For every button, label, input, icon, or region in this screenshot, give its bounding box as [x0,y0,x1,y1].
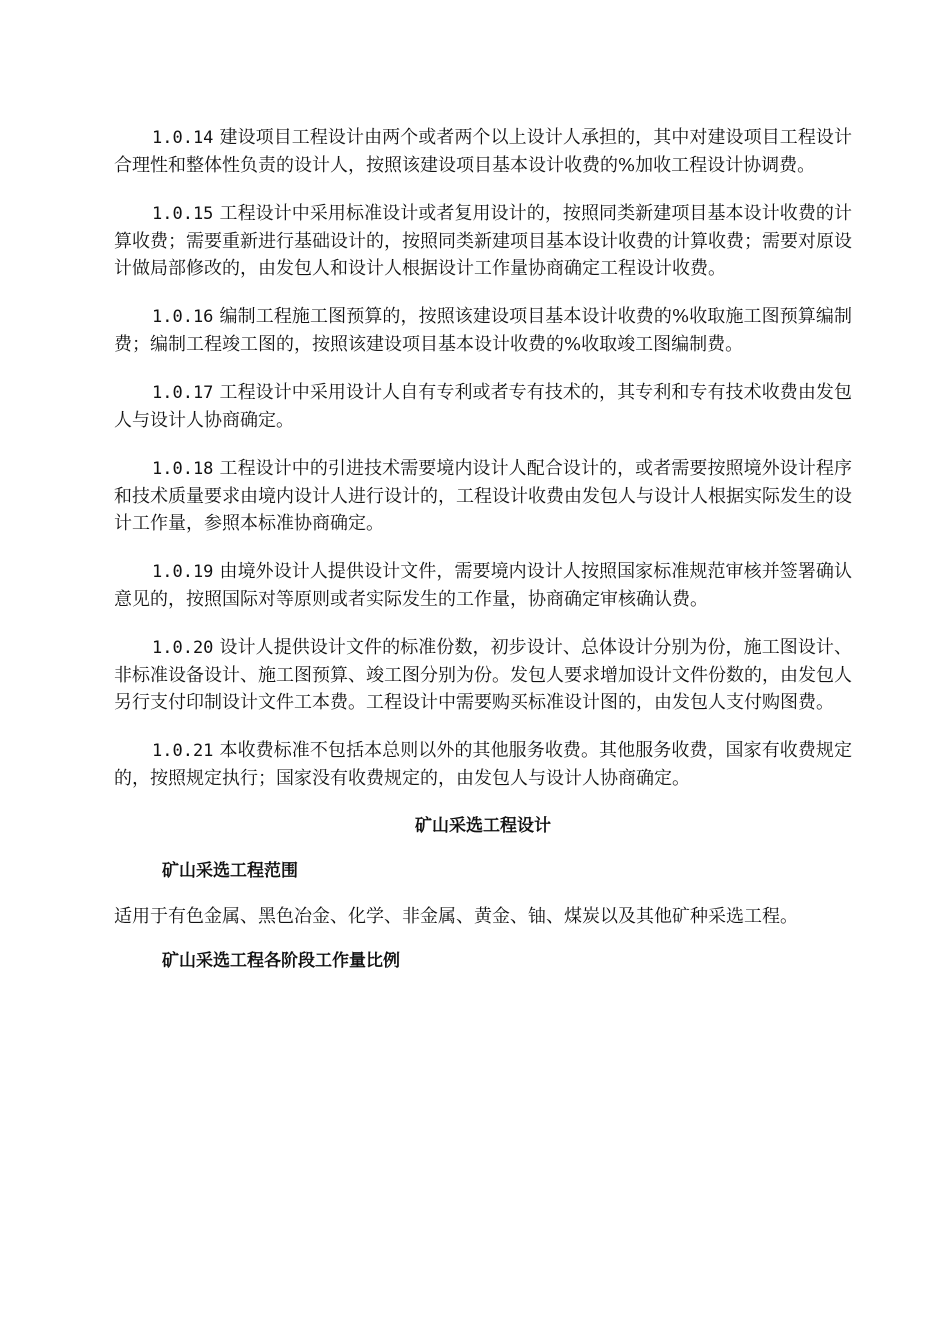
clause-text: 工程设计中采用标准设计或者复用设计的，按照同类新建项目基本设计收费的计算收费；需要重新进行基础设计的，按照同类新建项目基本设计收费的计算收费；需要对原设计做局部修改的，由发包人和设计人根据设计工作量协商确定工程设计收费。 [114,203,852,279]
clause-1-0-21 [114,737,852,792]
clause-text: 设计人提供设计文件的标准份数，初步设计、总体设计分别为份，施工图设计、非标准设备设计、施工图预算、竣工图分别为份。发包人要求增加设计文件份数的，由发包人另行支付印制设计文件工本费。工程设计中需要购买标准设计图的，由发包人支付购图费。 [114,637,852,713]
scope-text: 适用于有色金属、黑色冶金、化学、非金属、黄金、铀、煤炭以及其他矿种采选工程。 [114,906,798,927]
clause-number: 1.0.21 [152,741,214,761]
clause-text: 编制工程施工图预算的，按照该建设项目基本设计收费的%收取施工图预算编制费；编制工程竣工图的，按照该建设项目基本设计收费的%收取竣工图编制费。 [114,306,852,355]
clause-number: 1.0.16 [152,307,214,327]
clause-number: 1.0.20 [152,638,214,658]
clause-1-0-15 [114,200,852,282]
scope-heading: 矿山采选工程范围 [162,861,298,881]
clause-1-0-14 [114,124,852,179]
clause-text: 工程设计中的引进技术需要境内设计人配合设计的，或者需要按照境外设计程序和技术质量要求由境内设计人进行设计的，工程设计收费由发包人与设计人根据实际发生的设计工作量，参照本标准协商确定。 [114,458,852,534]
document-page [114,124,852,975]
clause-1-0-17 [114,379,852,434]
clause-number: 1.0.18 [152,459,214,479]
clause-text: 建设项目工程设计由两个或者两个以上设计人承担的，其中对建设项目工程设计合理性和整体性负责的设计人，按照该建设项目基本设计收费的%加收工程设计协调费。 [114,127,852,176]
clause-text: 本收费标准不包括本总则以外的其他服务收费。其他服务收费，国家有收费规定的，按照规定执行；国家没有收费规定的，由发包人与设计人协商确定。 [114,740,852,789]
clause-number: 1.0.15 [152,204,214,224]
clause-1-0-20 [114,634,852,716]
clause-text: 由境外设计人提供设计文件，需要境内设计人按照国家标准规范审核并签署确认意见的，按照国际对等原则或者实际发生的工作量，协商确定审核确认费。 [114,561,852,610]
clause-1-0-16 [114,303,852,358]
clause-text: 工程设计中采用设计人自有专利或者专有技术的，其专利和专有技术收费由发包人与设计人协商确定。 [114,382,852,431]
clause-number: 1.0.19 [152,562,214,582]
clause-1-0-19 [114,558,852,613]
clause-number: 1.0.14 [152,128,214,148]
clause-1-0-18 [114,455,852,537]
ratio-heading: 矿山采选工程各阶段工作量比例 [162,951,400,971]
clause-number: 1.0.17 [152,383,214,403]
section-title: 矿山采选工程设计 [415,816,551,836]
